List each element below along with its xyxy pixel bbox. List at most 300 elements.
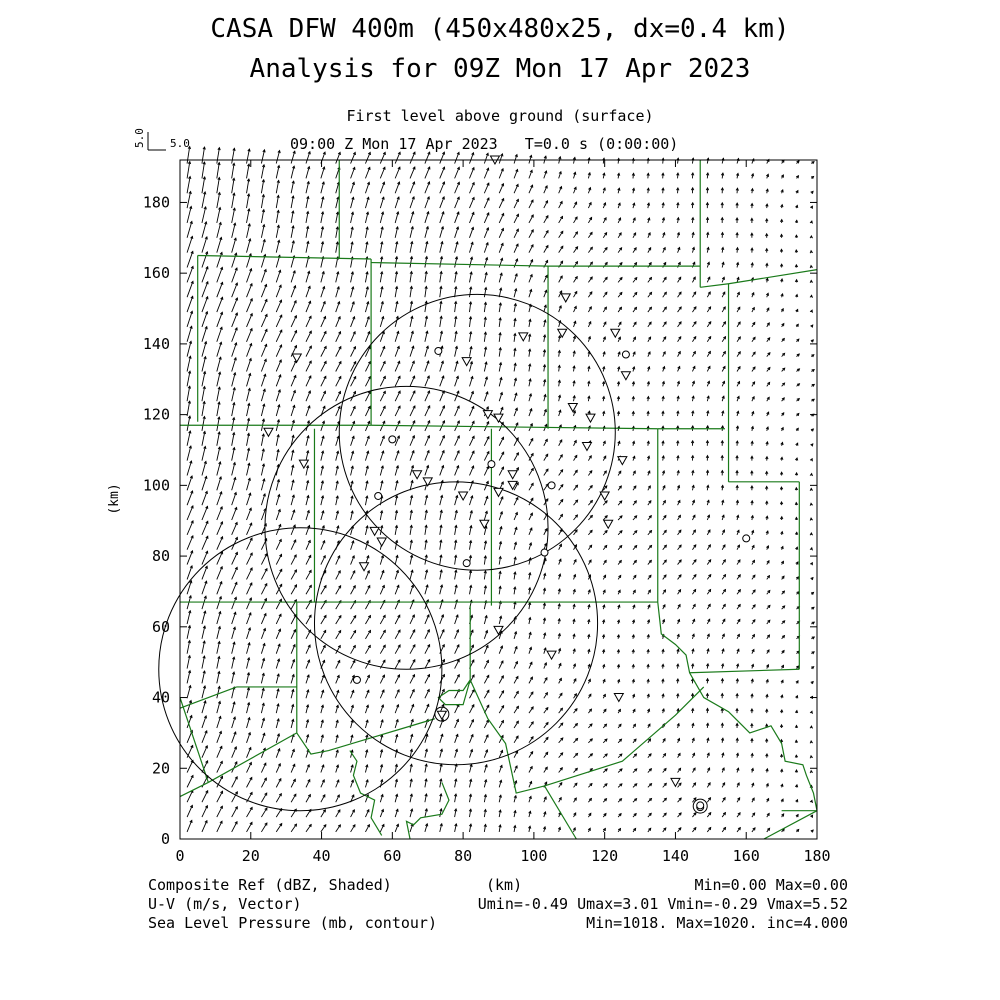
county-boundary	[764, 811, 817, 839]
station-triangle	[494, 488, 503, 496]
wind-vector	[380, 421, 384, 431]
wind-vector	[217, 222, 221, 237]
wind-vector	[425, 406, 430, 416]
county-boundary	[371, 263, 548, 267]
station-triangle	[604, 520, 613, 528]
station-triangle	[508, 471, 517, 479]
wind-vector	[469, 436, 474, 446]
reference-vector-label: 5.0	[170, 137, 190, 150]
wind-vector	[306, 376, 311, 386]
station-triangle	[360, 563, 369, 571]
county-boundary	[729, 270, 817, 284]
wind-vector	[410, 376, 415, 386]
wind-vector	[440, 167, 445, 178]
wind-vector	[187, 461, 191, 475]
wind-vector	[217, 372, 220, 386]
wind-vector	[365, 630, 370, 638]
wind-vector	[306, 391, 310, 401]
wind-vector	[321, 586, 326, 595]
wind-vector	[232, 148, 235, 163]
wind-vector	[247, 523, 252, 535]
wind-vector	[261, 599, 266, 610]
wind-vector	[217, 746, 222, 757]
wind-vector	[217, 477, 221, 490]
wind-vector	[484, 437, 488, 446]
wind-vector	[202, 461, 206, 475]
wind-vector	[202, 536, 208, 549]
wind-vector	[261, 614, 265, 624]
wind-vector-head	[810, 548, 812, 551]
wind-vector	[484, 213, 488, 223]
wind-vector	[455, 451, 459, 461]
wind-vector	[410, 630, 415, 639]
wind-vector	[321, 376, 326, 386]
wind-vector	[351, 332, 355, 342]
wind-vector	[217, 462, 221, 476]
y-tick-label: 140	[142, 334, 170, 353]
wind-vector	[202, 566, 207, 579]
wind-vector	[336, 391, 341, 401]
wind-vector	[306, 615, 311, 624]
wind-vector	[425, 391, 430, 401]
wind-vector	[247, 763, 252, 773]
wind-vector	[232, 612, 236, 624]
wind-vector	[276, 345, 281, 357]
wind-vector	[217, 208, 220, 223]
wind-vector	[276, 779, 281, 788]
level-label: First level above ground (surface)	[346, 107, 654, 125]
wind-vector	[276, 315, 281, 327]
wind-vector	[232, 582, 237, 594]
wind-vector	[395, 645, 400, 654]
wind-vector	[291, 794, 296, 802]
county-boundary	[690, 669, 800, 673]
wind-vector	[321, 317, 326, 327]
station-triangle	[586, 414, 595, 422]
wind-vector	[217, 567, 222, 580]
wind-vector-head	[810, 221, 812, 224]
station-triangle	[264, 428, 273, 436]
wind-vector	[351, 631, 356, 639]
station-triangle	[600, 492, 609, 500]
wind-vector	[247, 344, 252, 357]
wind-vector	[187, 446, 191, 461]
wind-vector	[276, 614, 281, 624]
wind-vector	[380, 152, 385, 163]
wind-vector	[380, 361, 385, 371]
wind-vector	[247, 224, 250, 238]
wind-vector	[380, 167, 385, 178]
wind-vector	[276, 285, 281, 297]
title-line-1: CASA DFW 400m (450x480x25, dx=0.4 km)	[210, 14, 790, 44]
wind-vector	[187, 416, 190, 431]
wind-vector	[306, 301, 311, 312]
y-tick-label: 60	[151, 617, 170, 636]
wind-vector	[187, 191, 191, 208]
wind-vector	[351, 616, 356, 624]
wind-vector	[232, 358, 236, 372]
wind-vector	[410, 391, 415, 401]
wind-vector	[395, 406, 400, 416]
wind-vector	[380, 406, 385, 416]
wind-vector	[217, 582, 222, 595]
wind-vector	[217, 163, 219, 179]
wind-vector	[321, 361, 326, 371]
wind-vector	[232, 493, 236, 506]
wind-vector	[380, 645, 385, 653]
wind-vector	[187, 820, 192, 832]
footer-field-1: Composite Ref (dBZ, Shaded)	[148, 876, 392, 894]
station-triangle	[582, 442, 591, 450]
wind-vector	[395, 630, 400, 639]
wind-vector	[261, 374, 265, 386]
wind-vector	[440, 182, 445, 193]
wind-vector	[187, 236, 192, 252]
wind-vector	[202, 282, 208, 297]
station-triangle	[377, 538, 386, 546]
wind-vector	[395, 182, 399, 193]
station-circle	[435, 347, 442, 354]
wind-vector	[276, 794, 281, 803]
wind-vector	[276, 599, 281, 609]
wind-vector	[187, 251, 193, 267]
wind-vector	[217, 148, 220, 164]
wind-vector	[232, 822, 237, 832]
wind-vector	[469, 690, 474, 698]
county-boundary	[700, 284, 728, 288]
wind-vector	[410, 660, 415, 669]
wind-vector	[380, 391, 385, 401]
wind-vector	[202, 521, 208, 535]
wind-vector	[217, 597, 221, 609]
wind-vector	[217, 282, 223, 297]
wind-vector	[469, 212, 473, 223]
county-boundary	[470, 606, 704, 793]
wind-vector	[351, 646, 356, 654]
wind-vector	[232, 253, 237, 267]
wind-vector	[187, 431, 190, 446]
wind-vector	[247, 583, 252, 594]
station-circle	[622, 351, 629, 358]
wind-vector	[232, 223, 236, 238]
wind-vector	[247, 613, 251, 624]
wind-vector	[261, 569, 267, 580]
wind-vector	[247, 374, 251, 387]
station-triangle	[671, 778, 680, 786]
wind-vector	[455, 167, 460, 178]
wind-vector	[187, 805, 192, 817]
wind-vector	[336, 347, 341, 357]
wind-vector	[261, 808, 267, 817]
wind-vector	[247, 508, 252, 520]
wind-vector	[247, 807, 253, 817]
wind-vector	[365, 391, 370, 401]
wind-vector	[217, 731, 221, 742]
wind-vector	[217, 492, 222, 505]
wind-vector	[187, 162, 190, 179]
wind-vector	[187, 491, 192, 505]
wind-vector	[395, 152, 400, 163]
wind-vector	[217, 806, 223, 817]
x-tick-label: 60	[383, 847, 402, 865]
wind-vector	[395, 376, 400, 386]
wind-vector	[202, 252, 207, 268]
wind-vector	[365, 362, 370, 372]
wind-vector	[440, 391, 444, 401]
wind-vector	[336, 631, 341, 639]
wind-vector	[247, 239, 251, 253]
wind-vector	[425, 645, 430, 654]
station-circle	[389, 436, 396, 443]
wind-vector	[395, 167, 400, 178]
wind-vector	[217, 312, 222, 327]
wind-vector	[217, 552, 223, 565]
wind-vector	[261, 299, 266, 312]
wind-vector	[395, 660, 400, 669]
wind-vector	[351, 406, 355, 416]
wind-vector-head	[810, 800, 812, 803]
wind-vector	[202, 342, 206, 357]
wind-vector	[261, 823, 267, 832]
wind-vector	[380, 376, 385, 386]
wind-vector	[469, 168, 473, 179]
wind-vector	[321, 331, 326, 341]
wind-vector	[187, 296, 193, 312]
wind-vector	[187, 521, 193, 535]
wind-vector	[261, 270, 266, 283]
wind-vector	[306, 824, 311, 831]
wind-vector	[202, 491, 207, 505]
wind-vector	[351, 362, 356, 372]
footer-field-3-stats: Min=1018. Max=1020. inc=4.000	[586, 914, 848, 932]
wind-vector	[365, 376, 370, 386]
reference-vector	[133, 128, 190, 150]
wind-vector	[276, 554, 281, 564]
wind-vector	[202, 207, 206, 223]
station-circle	[488, 461, 495, 468]
wind-vector	[365, 167, 369, 178]
wind-vector	[291, 286, 295, 297]
wind-vector	[276, 360, 281, 372]
wind-vector	[291, 600, 296, 609]
wind-vector	[247, 493, 251, 505]
wind-vector	[187, 341, 191, 356]
wind-vector	[276, 330, 281, 342]
wind-vector	[261, 329, 266, 341]
wind-vector	[499, 199, 503, 208]
wind-vector	[306, 316, 311, 327]
wind-vector	[291, 316, 296, 327]
footer-field-3: Sea Level Pressure (mb, contour)	[148, 914, 437, 932]
x-tick-label: 100	[520, 847, 548, 865]
wind-vector	[187, 177, 190, 194]
wind-vector	[232, 328, 237, 342]
wind-vector	[202, 372, 205, 387]
station-circle	[697, 802, 704, 809]
wind-vector	[217, 537, 223, 550]
wind-vector	[276, 809, 281, 817]
wind-vector	[261, 344, 266, 356]
wind-vector	[410, 182, 414, 193]
wind-vector	[365, 406, 370, 416]
wind-vector	[440, 436, 445, 446]
wind-vector	[247, 777, 252, 787]
station-triangle	[370, 527, 379, 535]
wind-vector	[202, 222, 206, 238]
wind-vector	[469, 451, 473, 460]
wind-vector	[187, 356, 190, 371]
wind-vector	[291, 570, 296, 580]
wind-vector	[232, 777, 238, 788]
wind-vector	[484, 198, 489, 208]
county-boundary	[545, 786, 577, 839]
wind-vector	[484, 452, 488, 461]
wind-vector	[247, 284, 252, 297]
wind-vector	[202, 716, 206, 728]
wind-vector	[232, 298, 238, 312]
wind-vector	[365, 152, 370, 163]
wind-vector	[276, 300, 281, 312]
x-tick-label: 40	[312, 847, 331, 865]
wind-vector	[351, 152, 356, 163]
wind-vector	[217, 357, 221, 371]
x-axis-label: (km)	[486, 876, 523, 894]
wind-vector	[202, 147, 205, 163]
x-tick-label: 80	[454, 847, 473, 865]
x-tick-label: 180	[803, 847, 831, 865]
wind-vector	[217, 821, 222, 832]
wind-vector	[425, 167, 430, 178]
wind-vector	[276, 375, 280, 386]
wind-vector	[261, 554, 266, 565]
wind-vector	[261, 359, 266, 371]
wind-vector	[306, 331, 311, 342]
x-tick-label: 160	[732, 847, 760, 865]
wind-vector	[365, 645, 370, 653]
wind-vector	[306, 152, 310, 164]
wind-vector	[425, 197, 429, 208]
station-triangle	[568, 404, 577, 412]
wind-vector	[351, 586, 356, 595]
wind-vector	[455, 182, 460, 193]
wind-vector	[455, 152, 459, 163]
wind-vector	[247, 598, 252, 609]
station-circle	[548, 482, 555, 489]
wind-vector	[351, 377, 356, 387]
wind-vector	[232, 597, 237, 609]
wind-vector	[455, 406, 459, 416]
footer-field-1-stats: Min=0.00 Max=0.00	[694, 876, 848, 894]
station-triangle	[480, 520, 489, 528]
wind-vector	[395, 391, 400, 401]
county-boundary	[208, 733, 296, 783]
wind-vector	[232, 373, 236, 387]
wind-vector	[187, 281, 193, 297]
title-line-2: Analysis for 09Z Mon 17 Apr 2023	[249, 54, 751, 84]
wind-vector	[202, 237, 207, 253]
wind-vector	[321, 825, 326, 832]
station-triangle	[437, 711, 446, 719]
wind-vector	[336, 586, 341, 595]
wind-vector	[187, 701, 191, 714]
county-boundary	[658, 602, 817, 811]
wind-vector	[455, 675, 460, 684]
wind-vector	[469, 183, 474, 194]
county-boundary	[180, 687, 237, 708]
wind-vector	[232, 567, 237, 579]
wind-vector	[187, 536, 193, 550]
wind-vector	[217, 761, 222, 772]
wind-vector	[202, 312, 207, 327]
wind-vector	[410, 152, 415, 163]
wind-vector	[410, 406, 415, 416]
wind-vector	[217, 522, 223, 535]
wind-vector	[202, 746, 207, 758]
wind-vector	[291, 376, 296, 387]
wind-vector	[276, 569, 281, 579]
wind-vector	[336, 616, 341, 624]
wind-vector	[247, 568, 253, 579]
wind-vector	[202, 821, 207, 832]
station-triangle	[561, 294, 570, 302]
wind-vector	[202, 162, 205, 178]
wind-vector	[187, 775, 193, 787]
wind-vector	[202, 581, 207, 594]
wind-vector	[247, 329, 252, 342]
wind-vector	[202, 177, 205, 193]
wind-vector	[202, 327, 207, 342]
wind-vector	[232, 283, 238, 297]
wind-vector	[410, 167, 415, 178]
y-tick-label: 80	[151, 547, 170, 566]
y-tick-label: 160	[142, 264, 170, 283]
wind-vector	[306, 555, 311, 564]
county-boundaries	[180, 160, 817, 839]
wind-vector	[321, 630, 326, 638]
wind-vector	[247, 553, 253, 565]
wind-vector	[380, 615, 385, 624]
wind-vector	[232, 807, 238, 817]
y-tick-label: 20	[151, 759, 170, 778]
wind-vector	[232, 343, 237, 357]
wind-vector	[336, 377, 341, 387]
wind-vector	[455, 436, 460, 446]
station-triangle	[292, 354, 301, 362]
x-tick-label: 140	[661, 847, 689, 865]
wind-vector	[425, 152, 430, 163]
wind-vector	[217, 178, 220, 194]
wind-vector	[232, 238, 236, 253]
wind-vector	[291, 331, 296, 342]
reference-vector-label-rotated: 5.0	[133, 128, 146, 148]
wind-vector	[380, 182, 384, 193]
y-tick-label: 180	[142, 193, 170, 212]
wind-vector	[455, 197, 459, 208]
wind-vector	[232, 313, 238, 327]
wind-vector	[187, 506, 193, 520]
wind-vector	[217, 237, 222, 252]
footer-field-2: U-V (m/s, Vector)	[148, 895, 302, 913]
wind-vector	[247, 314, 253, 327]
y-axis-label: (km)	[107, 483, 122, 515]
station-triangle	[508, 481, 517, 489]
wind-vector	[410, 645, 415, 654]
wind-vector	[202, 806, 207, 817]
wind-vector	[395, 361, 399, 371]
wind-vector	[276, 270, 280, 282]
wind-vector	[217, 267, 223, 282]
wind-vector	[247, 822, 252, 832]
